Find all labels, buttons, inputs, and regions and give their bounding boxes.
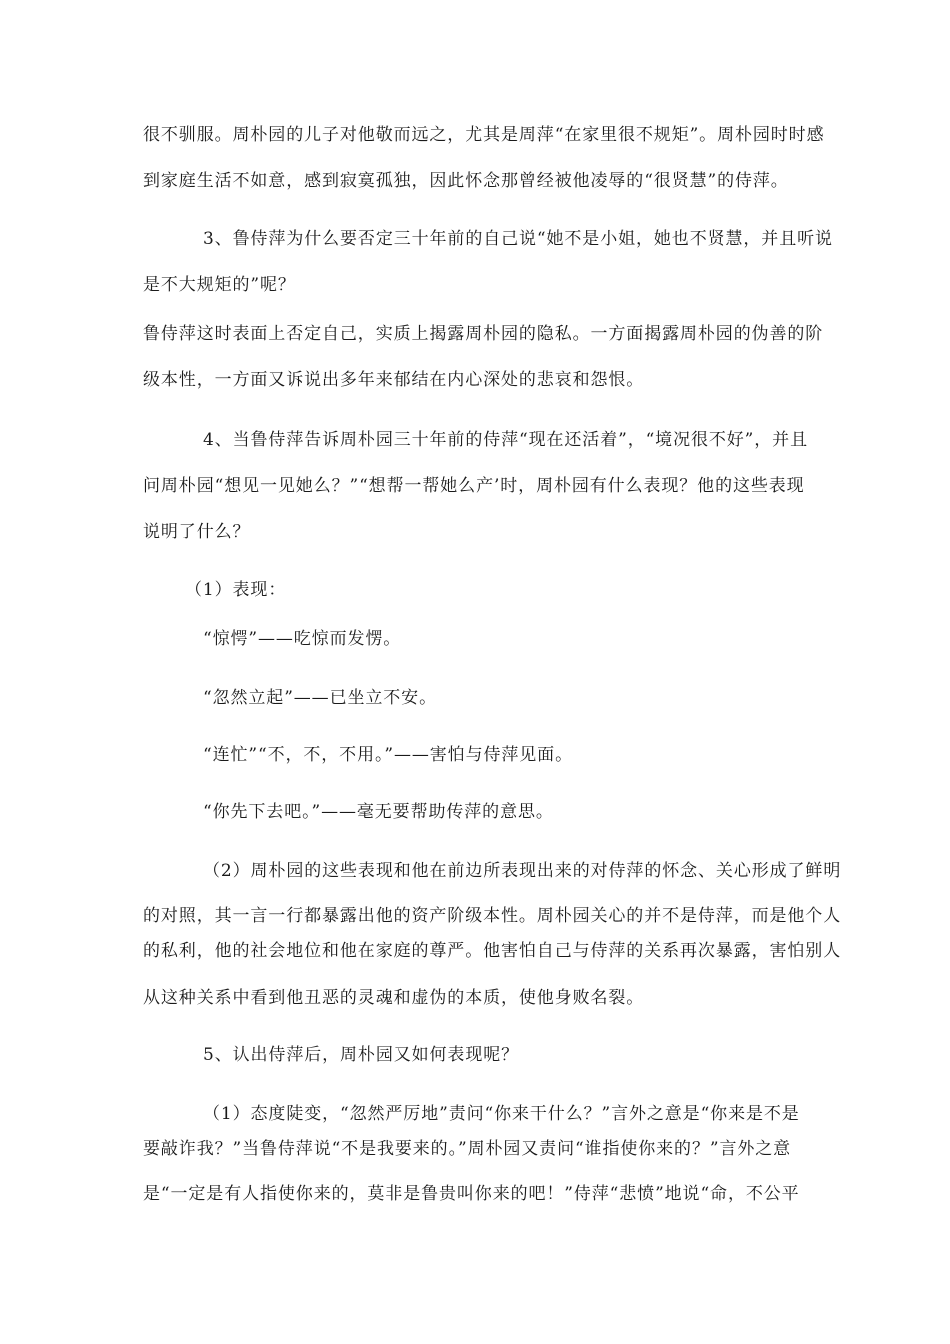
question-4-line: 4、当鲁侍萍告诉周朴园三十年前的侍萍“现在还活着”，“境况很不好”，并且 [203,430,808,450]
answer-4-item: “连忙”“不，不，不用。”——害怕与侍萍见面。 [203,745,573,765]
question-4-line: 问周朴园“想见一见她么？”“想帮一帮她么产’时，周朴园有什么表现？他的这些表现 [143,476,805,496]
answer-4-item: “忽然立起”——已坐立不安。 [203,688,437,708]
question-5-line: 5、认出侍萍后，周朴园又如何表现呢？ [203,1045,520,1065]
answer-4-paragraph-line: 的对照，其一言一行都暴露出他的资产阶级本性。周朴园关心的并不是侍萍，而是他个人 [143,906,842,926]
paragraph-line: 到家庭生活不如意，感到寂寞孤独，因此怀念那曾经被他凌辱的“很贤慧”的侍萍。 [143,171,789,191]
answer-4-paragraph-line: 的私利，他的社会地位和他在家庭的尊严。他害怕自己与侍萍的关系再次暴露，害怕别人 [143,941,842,961]
answer-5-line: 是“一定是有人指使你来的，莫非是鲁贵叫你来的吧！”侍萍“悲愤”地说“命，不公平 [143,1184,800,1204]
answer-4-item: “你先下去吧。”——毫无要帮助传萍的意思。 [203,802,554,822]
question-3-line: 3、鲁侍萍为什么要否定三十年前的自己说“她不是小姐，她也不贤慧，并且听说 [203,229,833,249]
question-3-line: 是不大规矩的”呢？ [143,275,296,295]
answer-3-line: 鲁侍萍这时表面上否定自己，实质上揭露周朴园的隐私。一方面揭露周朴园的伪善的阶 [143,324,824,344]
answer-4-item: “惊愕”——吃惊而发愣。 [203,629,402,649]
answer-3-line: 级本性，一方面又诉说出多年来郁结在内心深处的悲哀和怨恨。 [143,370,645,390]
paragraph-line: 很不驯服。周朴园的儿子对他敬而远之，尤其是周萍“在家里很不规矩”。周朴园时时感 [143,125,825,145]
question-4-line: 说明了什么？ [143,522,251,542]
answer-5-line: 要敲诈我？”当鲁侍萍说“不是我要来的。”周朴园又责问“谁指使你来的？”言外之意 [143,1139,792,1159]
answer-4-paragraph-line: 从这种关系中看到他丑恶的灵魂和虚伪的本质，使他身败名裂。 [143,988,645,1008]
answer-4-paragraph-line: （2）周朴园的这些表现和他在前边所表现出来的对侍萍的怀念、关心形成了鲜明 [203,861,842,881]
answer-5-line: （1）态度陡变，“忽然严厉地”责问“你来干什么？”言外之意是“你来是不是 [203,1104,800,1124]
answer-4-heading: （1）表现： [185,580,287,600]
